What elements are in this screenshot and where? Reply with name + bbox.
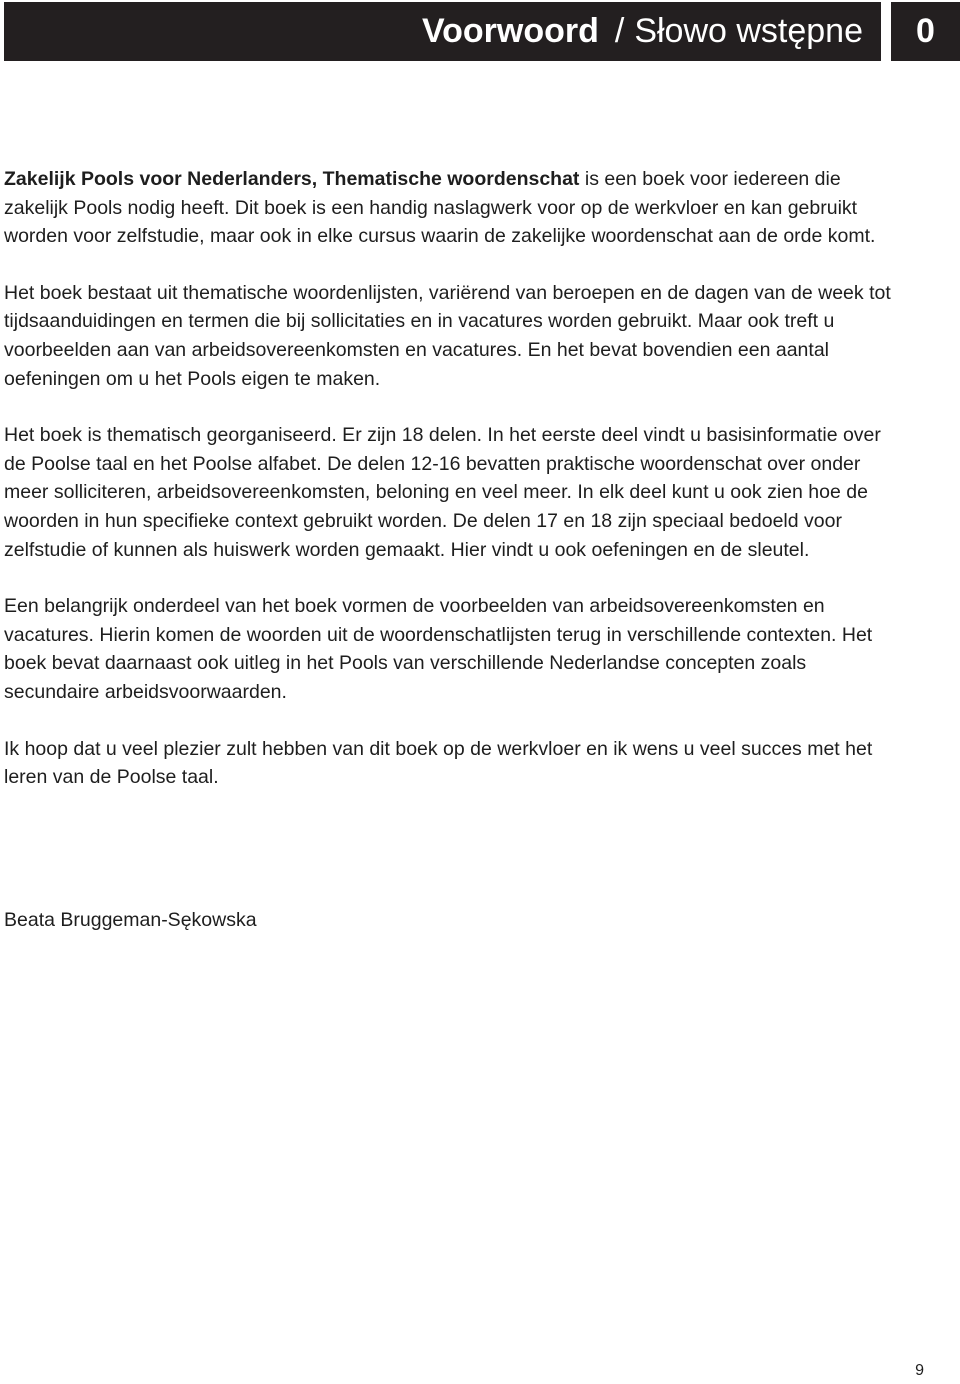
chapter-title: [422, 2, 863, 61]
paragraph-closing: Ik hoop dat u veel plezier zult hebben van dit boek op de werkvloer en ik wens u veel succes met het leren van de Poolse taal.: [4, 737, 873, 789]
book-title: Zakelijk Pools voor Nederlanders, Thematische woordenschat: [4, 168, 580, 190]
paragraph-structure: Het boek bestaat uit thematische woordenlijsten, variërend van beroepen en de dagen van de week tot tijdsaanduidingen en termen die bij sollicitaties en in vacatures worden gebruikt. Maar ook treft u voorbeelden aan van arbeidsovereenkomsten en vacatures. En het bevat bovendien een aantal oefeningen om u het Pools eigen te maken.: [4, 281, 891, 390]
chapter-title-dutch: Voorwoord: [421, 12, 599, 50]
paragraph-organisation: Het boek is thematisch georganiseerd. Er zijn 18 delen. In het eerste deel vindt u basisinformatie over de Poolse taal en het Poolse alfabet. De delen 12-16 bevatten praktische woordenschat over onder meer solliciteren, arbeidsovereenkomsten, beloning en veel meer. In elk deel kunt u ook zien hoe de woorden in hun specifieke context gebruikt worden. De delen 17 en 18 zijn speciaal bedoeld voor zelfstudie of kunnen als huiswerk worden gemaakt. Hier vindt u ook oefeningen en de sleutel.: [4, 424, 881, 561]
author-signature: Beata Bruggeman-Sękowska: [4, 909, 257, 931]
chapter-title-polish: Słowo wstępne: [634, 12, 863, 50]
page-number: 9: [915, 1362, 924, 1379]
foreword-body: [4, 165, 904, 820]
intro-paragraph: [4, 165, 904, 251]
chapter-header: [4, 2, 881, 61]
chapter-number: 0: [891, 2, 960, 61]
title-separator: /: [614, 12, 625, 50]
intro-text: is een boek voor iedereen die zakelijk Pools nodig heeft. Dit boek is een handig naslagwerk voor op de werkvloer en kan gebruikt worden voor zelfstudie, maar ook in elke cursus waarin de zakelijke woordenschat aan de orde komt.: [4, 168, 876, 248]
paragraph-examples: Een belangrijk onderdeel van het boek vormen de voorbeelden van arbeidsovereenkomsten en vacatures. Hierin komen de woorden uit de woordenschatlijsten terug in verschillende contexten. Het boek bevat daarnaast ook uitleg in het Pools van verschillende Nederlandse concepten zoals secundaire arbeidsvoorwaarden.: [4, 595, 873, 703]
